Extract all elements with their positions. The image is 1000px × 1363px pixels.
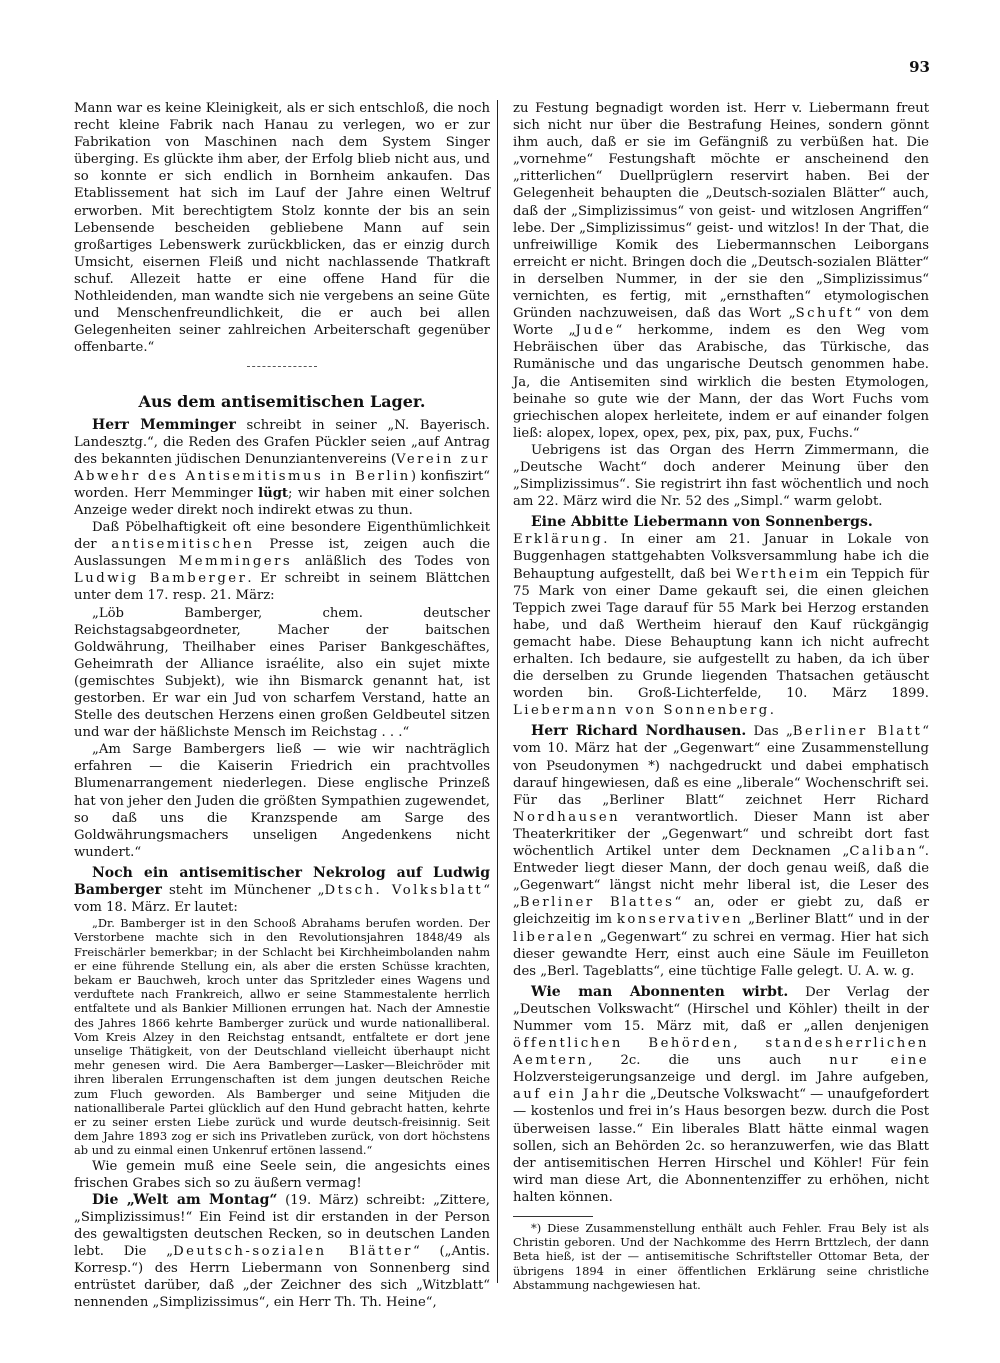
nekrolog-spaced: Dtsch. Volksblatt (324, 883, 484, 899)
right-text-1: zu Festung begnadigt worden ist. Herr v. Liebermann freut sich nicht nur über die Bestrafung Heines, sondern gönnt ihm auch, daß er sie im Gefängniß zu verbüßen hat. Die „vornehme“ Festungshaft möchte er anscheinend den „ritterlichen“ Duellprüglern reservirt haben. Bei der Gelegenheit behaupten die „Deutsch-sozialen Blätter“ auch, daß der „Simplizissimus“ von geist- und witzlosen Angriffen“ lebe. Der „Simplizissimus“ geist- und witzlos! In der That, die unfreiwillige Komik des Liebermannschen Leiborgans erreicht er nicht. Bringen doch die „Deutsch-sozialen Blätter“ in derselben Nummer, in der sie den „Simplizissimus“ vernichten, es fertig, mit „ernsthaften“ etymologischen Gründen nachzuweisen, daß das Wort „ (513, 101, 929, 322)
poebel-text-4: . Er schreibt in seinem Blättchen unter dem 17. resp. 21. März: (74, 571, 490, 604)
left-paragraph-1: Mann war es keine Kleinigkeit, als er sich entschloß, die noch recht kleine Fabrik nach Hanau zu verlegen, wo er zur Fabrikation von Maschinen nach dem System Singer überging. Es glückte ihm aber, der Erfolg blieb nicht aus, und so konnte er sich endlich in Bornheim ankaufen. Das Etablissement hat sich im Lauf der Jahre einen Weltruf erworben. Mit berechtigtem Stolz konnte der bis an sein Lebensende bescheiden gebliebene Mann auf sein großartiges Lebenswerk zurückblicken, das er einzig durch Umsicht, eisernen Fleiß und nicht nachlassende Thatkraft schuf. Allezeit hatte er eine offene Hand für die Nothleidenden, man wandte sich nie vergebens an seine Güte und Menschenfreundlichkeit, die er auch bei allen Gelegenheiten seiner zahlreichen Arbeiterschaft gegenüber offenbarte.“ (74, 101, 490, 356)
abonnenten-text-3: Holzversteigerungsanzeige und dergl. im Jahre aufgeben, (513, 1070, 929, 1086)
abbitte-spaced-3: Liebermann von Sonnenberg (513, 703, 770, 719)
abbitte-spaced-1: Erklärung (513, 532, 604, 548)
abbitte-paragraph (513, 531, 929, 719)
welt-heading: Die „Welt am Montag“ (92, 1191, 278, 1208)
abbitte-heading-text: Eine Abbitte Liebermann von Sonnenbergs. (531, 514, 873, 531)
nordhausen-spaced-5: konservativen (616, 912, 744, 928)
right-paragraph-2: Uebrigens ist das Organ des Herrn Zimmermann, die „Deutsche Wacht“ doch anderer Meinung über den „Simplizissimus“. Sie registrirt ihn fast wöchentlich und noch am 22. März wird die Nr. 52 des „Simpl.“ warm gelobt. (513, 442, 929, 510)
memminger-paragraph (74, 417, 490, 520)
abonnenten-text-4: die „Deutsche Volkswacht“ — unaufgefordert — kostenlos und frei in’s Haus besorgen bezw. durch die Post überweisen lasse.“ Ein liberales Blatt hätte einmal wagen sollen, sich an Behörden 2c. so heranzuwerfen, wie das Blatt der antisemitischen Herren Hirschel und Köhler! Für fein wird man diese Art, die Abonnentenziffer zu erhöhen, nicht halten können. (513, 1087, 929, 1205)
poebel-text-2: Presse ist, zeigen auch die Auslassungen (74, 537, 490, 570)
abonnenten-text-2: , 2c. die uns auch (588, 1053, 830, 1069)
abbitte-heading (513, 514, 929, 531)
right-text-2: “ von dem Worte „ (513, 306, 929, 339)
quote-bamberger-2: „Am Sarge Bambergers ließ — wie wir nachträglich erfahren — die Kaiserin Friedrich ein prachtvolles Blumenarrangement niederlegen. Diese englische Prinzeß hat von jeher den Juden die größten Sympathien zugewendet, so daß uns die Kranzspende am Sarge des Goldwährungsmachers unseligen Angedenkens nicht wundert.“ (74, 742, 490, 860)
welt-text-1: (19. März) schreibt: „Zittere, „Simplizissimus!“ Ein Feind ist dir erstanden in der Person des gewaltigsten deutschen Recken, so in deutschen Landen lebt. Die „ (74, 1192, 490, 1260)
column-rule (497, 100, 498, 1283)
abonnenten-text-1: Der Verlag der „Deutschen Volkswacht“ (Hirschel und Köhler) theilt in der Nummer vom 15. März mit, daß er „allen denjenigen (513, 984, 929, 1034)
memminger-text-1: schreibt in seiner „N. Bayerisch. Landesztg.“, die Reden des Grafen Pückler seien „auf Antrag des bekannten jüdischen Denunziantenvereins ( (74, 417, 490, 467)
nekrolog-text-2: “ vom 18. März. Er lautet: (74, 883, 490, 916)
nekrolog-text-1: steht im Münchener „ (161, 883, 325, 899)
memminger-spaced-1: Verein zur Abwehr des Antisemitismus in Berlin (74, 451, 490, 484)
nordhausen-spaced-3: Caliban (849, 844, 919, 860)
nordhausen-text-3: verantwortlich. Dieser Mann ist aber Theaterkritiker der „Gegenwart“ und schreibt dort fast wöchentlich Artikel unter dem Decknamen „ (513, 809, 929, 860)
nordhausen-text-1: Das „ (746, 724, 793, 740)
nordhausen-text-4: “. Entweder liegt dieser Mann, der doch genau weiß, daß die „Gegenwart“ längst nicht mehr liberal ist, die Leser des „ (513, 844, 929, 911)
abonnenten-heading: Wie man Abonnenten wirbt. (531, 983, 789, 1000)
memminger-text-3: ; wir haben mit einer solchen Anzeige weder direkt noch indirekt etwas zu thun. (74, 485, 490, 518)
memminger-bold: lügt (258, 485, 289, 501)
small-quote-volksblatt: „Dr. Bamberger ist in den Schooß Abrahams berufen worden. Der Verstorbene machte sich in den Revolutionsjahren 1848/49 als Freischärler bemerkbar; in der Schlacht bei Kirchheimbolanden nahm er eine führende Stellung ein, als aber die ersten Schüsse krachten, bekam er Bauchweh, kroch unter das Spritzleder eines Wagens und verduftete nach Frankreich, allwo er seine Stammestalente herrlich entfaltete und als Bankier Millionen errungen hat. Nach der Amnestie des Jahres 1866 kehrte Bamberger zurück und wurde nationalliberal. Vom Kreis Alzey in den Reichstag entsandt, entfaltete er dort jene unselige Thätigkeit, von der Deutschland vielleicht überhaupt nicht mehr genesen wird. Die Aera Bamberger—Lasker—Bleichröder mit ihren liberalen Errungenschaften ist dem jungen deutschen Reiche zum Fluch geworden. Als Bamberger und seine Mitjuden die nationalliberale Partei glücklich auf den Hund gebracht hatten, kehrte er zu seiner ersten Liebe zurück und wurde deutsch-freisinnig. Seit dem Jahre 1893 zog er sich ins Privatleben zurück, von dort höchstens ab und zu einmal einen Unkenruf ertönen lassend.“ (74, 916, 490, 1158)
nekrolog-paragraph (74, 865, 490, 916)
welt-spaced: Deutsch-sozialen Blätter (173, 1244, 413, 1260)
abbitte-text-3: . (769, 703, 774, 719)
abonnenten-spaced-2: nur eine (829, 1053, 929, 1069)
nordhausen-paragraph (513, 723, 929, 979)
nordhausen-spaced-2: Nordhausen (513, 809, 621, 825)
nordhausen-text-6: „Berliner Blatt“ und in der (743, 912, 929, 928)
abonnenten-spaced-1: öffentlichen Behörden, standesherrlichen Aemtern (513, 1036, 929, 1069)
nordhausen-heading: Herr Richard Nordhausen. (531, 723, 747, 740)
poebel-spaced-2: Memmingers (178, 554, 293, 570)
quote-bamberger-1: „Löb Bamberger, chem. deutscher Reichstagsabgeordneter, Macher der baitschen Goldwährung, Theilhaber eines Pariser Bankgeschäftes, Geheimrath der Alliance israélite, also ein sujet mixte (gemischtes Subjekt), wie ihn Bismarck genannt hat, ist gestorben. Er war ein Jud von scharfem Verstand, hatte an Stelle des deutschen Herzens einen großen Geldbeutel sitzen und war der häßlichste Mensch im Reichstag . . .“ (74, 605, 490, 741)
poebel-text-1: Daß Pöbelhaftigkeit oft eine besondere Eigenthümlichkeit der (74, 520, 490, 553)
right-spaced-schuft: Schuft (795, 306, 855, 322)
right-column (513, 100, 929, 1292)
left-column (74, 100, 490, 1312)
welt-paragraph (74, 1192, 490, 1312)
nordhausen-text-5: “ an, oder er giebt zu, daß er gleichzeitig im (513, 895, 929, 928)
section-separator (247, 366, 317, 367)
abbitte-spaced-2: Wertheim (735, 566, 821, 582)
memminger-text-2: ) konfiszirt“ worden. Herr Memminger (74, 468, 490, 501)
nordhausen-text-7: „Gegenwart“ zu schrei en vermag. Hier hat sich dieser gewandte Herr, einst auch eine Säule im Feuilleton des „Berl. Tageblatts“, eine tüchtige Falle gelegt. U. A. w. g. (513, 929, 929, 979)
welt-text-2: “ („Antis. Korresp.“) des Herrn Liebermann von Sonnenberg sind entrüstet darüber, daß „der Zeichner des sich „Witzblatt“ nennenden „Simplizissimus“, ein Herr Th. Th. Heine“, (74, 1244, 490, 1311)
poebel-spaced-1: antisemitischen (111, 537, 255, 553)
nekrolog-heading: Noch ein antisemitischer Nekrolog auf Ludwig Bamberger (74, 864, 490, 899)
nordhausen-spaced-6: liberalen (513, 929, 595, 945)
page-number: 93 (909, 58, 930, 76)
poebel-text-3: anläßlich des Todes von (292, 554, 490, 570)
poebel-spaced-3: Ludwig Bamberger (74, 571, 248, 587)
nordhausen-spaced-1: Berliner Blatt (792, 724, 923, 740)
right-text-3: “ herkomme, indem es den Weg vom Hebräischen über das Arabische, das Türkische, das Rumänische und das ungarische Deutsch genommen habe. Ja, die Antisemiten sind wirklich die besten Etymologen, beinahe so gute wie der Mann, der das Wort Fuchs vom griechischen alopex herleitete, indem er auf einander folgen ließ: alopex, lopex, opex, pex, pix, pax, pux, Fuchs.“ (513, 323, 930, 441)
nordhausen-spaced-4: Berliner Blattes (519, 895, 675, 911)
section-heading: Aus dem antisemitischen Lager. (138, 392, 426, 412)
abbitte-text-1: . In einer am 21. Januar in Lokale von Buggenhagen stattgehabten Volksversammlung habe ich die Behauptung aufgestellt, daß bei (513, 532, 929, 582)
abbitte-text-2: ein Teppich für 75 Mark von einer Dame gekauft sei, die einen gleichen Teppich zwei Tage darauf für 55 Mark bei Herzog erstanden habe, und daß Wertheim hierauf den Kauf rückgängig gemacht habe. Diese Behauptung kann ich nicht aufrecht erhalten. Ich bedaure, sie aufgestellt zu haben, da ich über die derselben zu Grunde liegenden Thatsachen getäuscht worden bin. Groß-Lichterfelde, 10. März 1899. (513, 566, 930, 702)
memminger-lead: Herr Memminger (92, 416, 236, 433)
gemein-paragraph: Wie gemein muß eine Seele sein, die angesichts eines frischen Grabes sich so zu äußern vermag! (74, 1158, 490, 1191)
abonnenten-paragraph (513, 984, 929, 1206)
right-paragraph-1 (513, 100, 929, 442)
footnote: *) Diese Zusammenstellung enthält auch Fehler. Frau Bely ist als Christin geboren. Und der Nachkomme des Herrn Brttzlech, der dann Beta hieß, ist der — antisemitische Schriftsteller Ottomar Beta, der übrigens 1894 in einer öffentlichen Erklärung seine christliche Abstammung nachgewiesen hat. (513, 1221, 929, 1292)
right-spaced-jude: Jude (575, 323, 616, 339)
abonnenten-spaced-3: auf ein Jahr (513, 1087, 622, 1103)
poebel-paragraph (74, 519, 490, 604)
nordhausen-text-2: “ vom 10. März hat der „Gegenwart“ eine Zusammenstellung von Pseudonymen *) nachgedruckt und dabei emphatisch darauf hingewiesen, daß es eine „liberale“ Wochenschrift sei. Für das „Berliner Blatt“ zeichnet Herr Richard (513, 724, 929, 808)
footnote-rule (513, 1216, 593, 1217)
